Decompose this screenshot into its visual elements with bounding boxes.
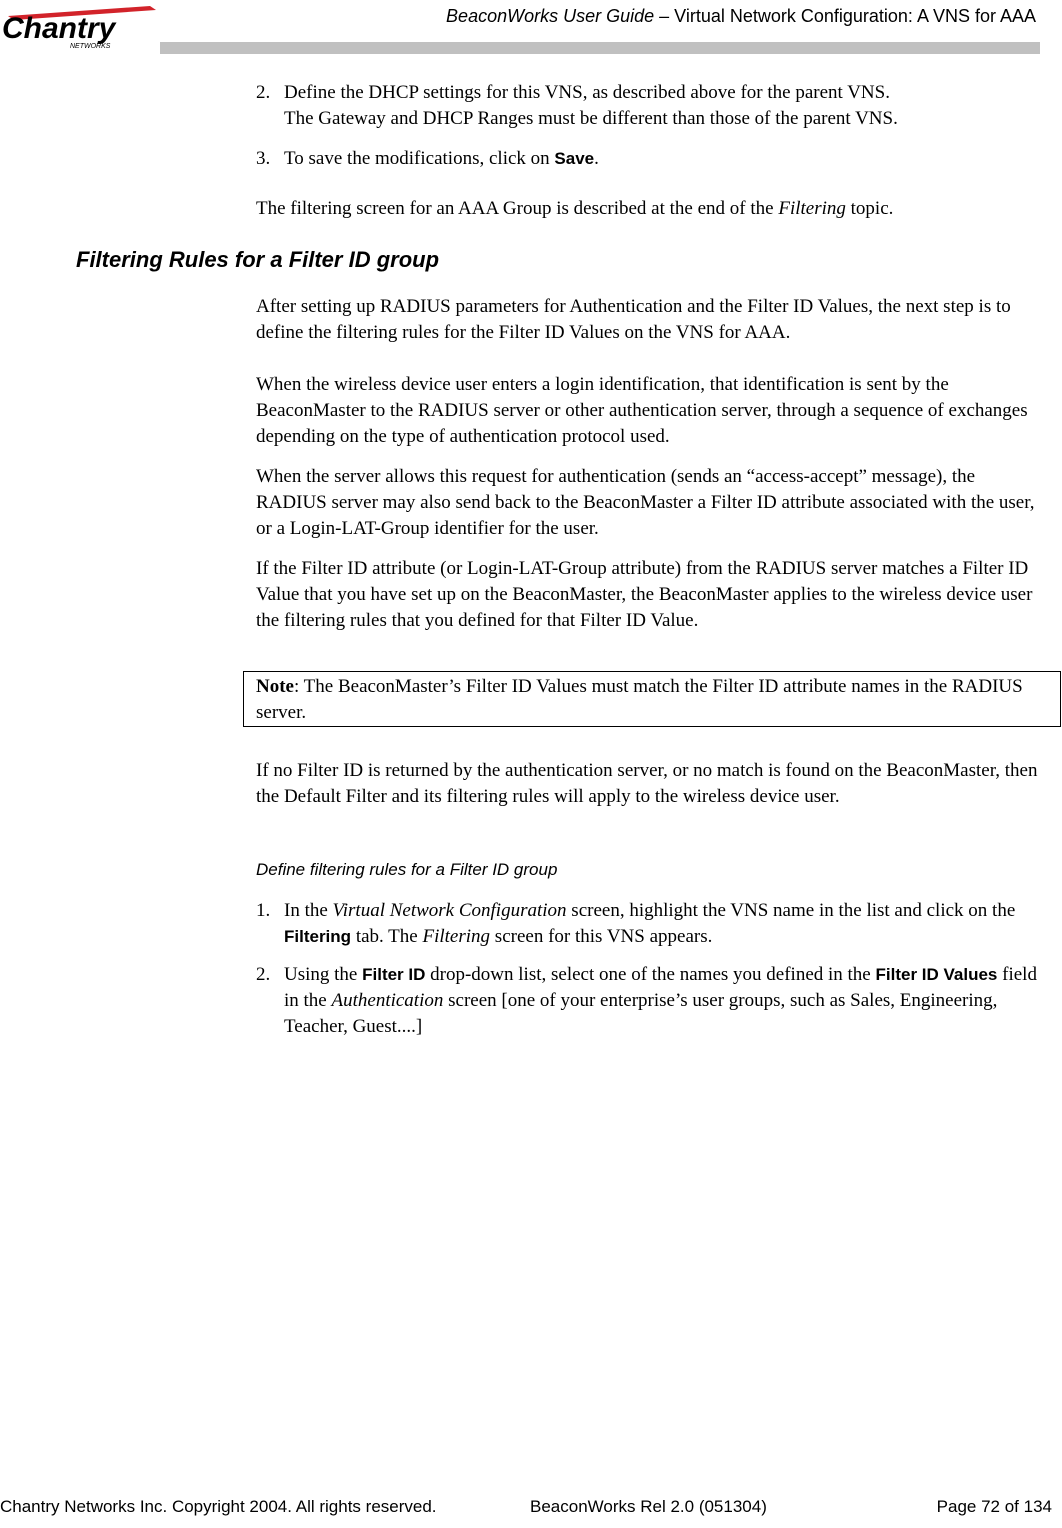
list-italic: Virtual Network Configuration <box>332 900 567 921</box>
header-bar <box>160 42 1040 54</box>
paragraph-text: The filtering screen for an AAA Group is described at the end of the <box>256 198 779 219</box>
list-text: tab. The <box>351 926 423 947</box>
list-italic: Filtering <box>422 926 491 947</box>
header-title <box>446 6 1036 27</box>
paragraph: If no Filter ID is returned by the authentication server, or no match is found on the BeaconMaster, then the Default Filter and its filtering rules will apply to the wireless device user. <box>256 760 1038 807</box>
list-number: 3. <box>256 148 271 169</box>
note-box <box>243 671 1061 727</box>
ui-label-filter-id-values: Filter ID Values <box>875 965 998 984</box>
chantry-logo <box>0 2 160 52</box>
paragraph-italic: Filtering <box>778 198 846 219</box>
list-text: . <box>594 148 599 169</box>
list-text: screen [one of your enterprise’s user groups, such as Sales, Engineering, Teacher, Guest....] <box>284 990 998 1037</box>
paragraph: If the Filter ID attribute (or Login-LAT-Group attribute) from the RADIUS server matches a Filter ID Value that you have set up on the BeaconMaster, the BeaconMaster applies to the wireless device user the filtering rules that you defined for that Filter ID Value. <box>256 558 1033 631</box>
section-heading: Filtering Rules for a Filter ID group <box>76 247 440 272</box>
list-number: 1. <box>256 900 271 921</box>
list-text: In the <box>284 900 333 921</box>
list-item <box>256 80 1041 132</box>
list-text: Using the <box>284 964 363 985</box>
list-text: screen for this VNS appears. <box>490 926 713 947</box>
ui-label-filtering: Filtering <box>284 927 352 946</box>
paragraph <box>256 196 1041 222</box>
paragraph: After setting up RADIUS parameters for Authentication and the Filter ID Values, the next step is to define the filtering rules for the Filter ID Values on the VNS for AAA. <box>256 296 1011 343</box>
list-text: drop-down list, select one of the names you defined in the <box>425 964 876 985</box>
footer-copyright: Chantry Networks Inc. Copyright 2004. All rights reserved. <box>0 1497 437 1516</box>
footer-release: BeaconWorks Rel 2.0 (051304) <box>530 1497 767 1516</box>
list-italic: Authentication <box>331 990 444 1011</box>
logo-wordmark: Chantry <box>2 12 116 45</box>
list-text: screen, highlight the VNS name in the list and click on the <box>566 900 1016 921</box>
list-text-line: The Gateway and DHCP Ranges must be different than those of the parent VNS. <box>284 108 898 129</box>
list-text-line: Define the DHCP settings for this VNS, as described above for the parent VNS. <box>284 82 890 103</box>
ui-label-save: Save <box>554 149 595 168</box>
footer-page-number: Page 72 of 134 <box>936 1497 1052 1516</box>
list-item <box>256 898 1041 950</box>
header-title-italic: BeaconWorks User Guide <box>446 6 655 26</box>
list-number: 2. <box>256 82 271 103</box>
note-text: : The BeaconMaster’s Filter ID Values must match the Filter ID attribute names in the RADIUS server. <box>256 676 1023 723</box>
sub-heading: Define filtering rules for a Filter ID group <box>256 860 558 879</box>
list-number: 2. <box>256 964 271 985</box>
paragraph-text: topic. <box>845 198 894 219</box>
list-text: To save the modifications, click on <box>284 148 555 169</box>
ui-label-filter-id: Filter ID <box>362 965 426 984</box>
note-label: Note <box>256 676 294 697</box>
paragraph: When the wireless device user enters a login identification, that identification is sent by the BeaconMaster to the RADIUS server or other authentication server, through a sequence of exchanges depending on the type of authentication protocol used. <box>256 374 1028 447</box>
paragraph: When the server allows this request for authentication (sends an “access-accept” message), the RADIUS server may also send back to the BeaconMaster a Filter ID attribute associated with the user, or a Login-LAT-Group identifier for the user. <box>256 466 1035 539</box>
list-item <box>256 146 1041 172</box>
logo-subtext: NETWORKS <box>70 43 111 50</box>
list-item <box>256 962 1041 1040</box>
list-text: field in the <box>284 964 1037 1011</box>
header-title-rest: – Virtual Network Configuration: A VNS for AAA <box>654 6 1036 26</box>
